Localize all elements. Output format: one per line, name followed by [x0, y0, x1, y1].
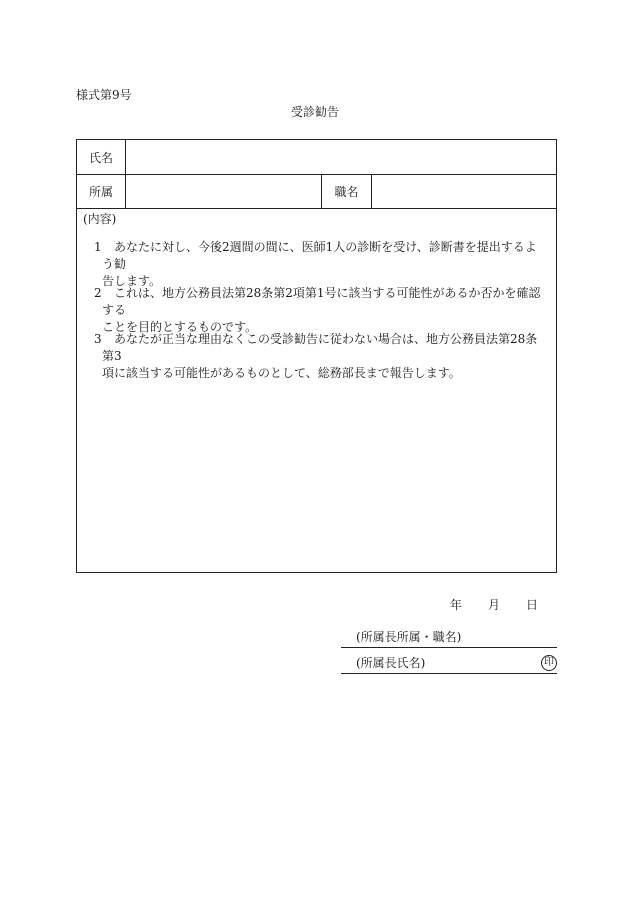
- name-label: 氏名: [88, 150, 113, 165]
- signature-affiliation-label: (所属長所属・職名): [356, 630, 462, 644]
- item-text-line2: ことを目的とするものです。: [102, 320, 258, 334]
- item-number: 1: [94, 240, 102, 254]
- date-month: 月: [488, 598, 501, 612]
- item-text-line1: あなたが正当な理由なくこの受診勧告に従わない場合は、地方公務員法第28条第3: [102, 332, 538, 363]
- signature-affiliation-line[interactable]: [341, 626, 557, 648]
- affiliation-row: [77, 175, 556, 209]
- signature-name-line[interactable]: [341, 652, 557, 674]
- content-item-3: [94, 331, 548, 382]
- form-number: 様式第9号: [76, 88, 132, 102]
- content-section: [77, 209, 556, 572]
- date-day: 日: [526, 598, 539, 612]
- item-text-line1: あなたに対し、今後2週間の間に、医師1人の診断を受け、診断書を提出するよう勧: [102, 240, 537, 271]
- form-table: [76, 139, 557, 573]
- affiliation-field[interactable]: [126, 175, 321, 208]
- date-line: [450, 596, 538, 613]
- item-text-line1: これは、地方公務員法第28条第2項第1号に該当する可能性があるか否かを確認する: [102, 286, 541, 317]
- content-header: (内容): [83, 212, 117, 226]
- item-number: 2: [94, 286, 102, 300]
- affiliation-label: 所属: [88, 185, 113, 199]
- position-label: 職名: [334, 185, 359, 199]
- page-title: 受診勧告: [290, 105, 339, 119]
- item-number: 3: [94, 332, 102, 346]
- content-item-2: [94, 285, 548, 336]
- content-item-1: [94, 239, 548, 290]
- item-text-line2: 告します。: [102, 274, 162, 288]
- name-field[interactable]: [126, 140, 556, 174]
- date-year: 年: [450, 598, 463, 612]
- item-text-line2: 項に該当する可能性があるものとして、総務部長まで報告します。: [102, 366, 461, 380]
- position-field[interactable]: [372, 175, 556, 208]
- signature-name-label: (所属長氏名): [356, 656, 426, 670]
- seal-icon: 印: [541, 655, 557, 671]
- name-row: [77, 140, 556, 175]
